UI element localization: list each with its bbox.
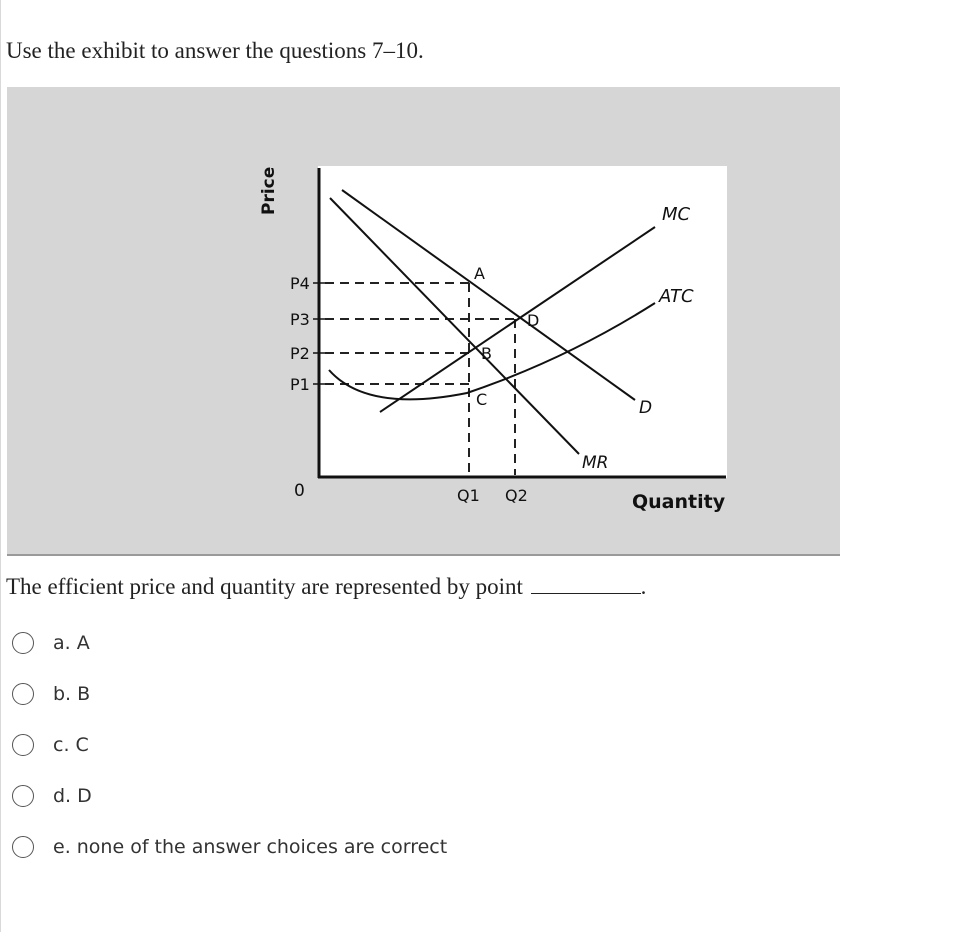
radio-button-icon[interactable]	[12, 836, 34, 858]
mr-label: MR	[582, 453, 609, 473]
page-border	[0, 0, 1, 932]
point-c-label: C	[476, 390, 488, 409]
point-d-label: D	[527, 311, 540, 330]
economics-graph	[7, 87, 840, 554]
radio-button-icon[interactable]	[12, 683, 34, 705]
option-label[interactable]: d. D	[53, 785, 92, 807]
exhibit-figure	[7, 87, 840, 556]
price-tick-p2: P2	[290, 344, 310, 363]
price-tick-p4: P4	[290, 274, 310, 293]
radio-button-icon[interactable]	[12, 734, 34, 756]
option-a[interactable]	[12, 628, 447, 679]
intro-text: Use the exhibit to answer the questions 7–10.	[6, 38, 424, 63]
option-label[interactable]: c. C	[53, 734, 89, 756]
mc-label: MC	[662, 204, 691, 225]
answer-blank	[531, 592, 641, 594]
option-label[interactable]: b. B	[53, 683, 91, 705]
point-b-label: B	[481, 344, 492, 363]
origin-label: 0	[294, 481, 305, 501]
option-b[interactable]	[12, 679, 447, 730]
option-c[interactable]	[12, 730, 447, 781]
option-label[interactable]: e. none of the answer choices are correct	[53, 836, 448, 858]
quantity-tick-q2: Q2	[505, 486, 528, 505]
option-e[interactable]	[12, 832, 447, 883]
quantity-tick-q1: Q1	[457, 486, 480, 505]
question-period: .	[640, 574, 647, 599]
radio-button-icon[interactable]	[12, 632, 34, 654]
question-prompt: The efficient price and quantity are represented by point	[6, 574, 523, 599]
radio-button-icon[interactable]	[12, 785, 34, 807]
option-d[interactable]	[12, 781, 447, 832]
demand-label: D	[639, 398, 653, 418]
point-a-label: A	[474, 264, 485, 283]
x-axis-label: Quantity	[632, 491, 726, 513]
option-label[interactable]: a. A	[53, 632, 90, 654]
price-tick-p1: P1	[290, 375, 310, 394]
question-text	[6, 574, 646, 600]
atc-label: ATC	[659, 286, 694, 307]
y-axis-label: Price	[259, 166, 279, 215]
price-tick-p3: P3	[290, 310, 310, 329]
answer-options	[12, 628, 447, 883]
